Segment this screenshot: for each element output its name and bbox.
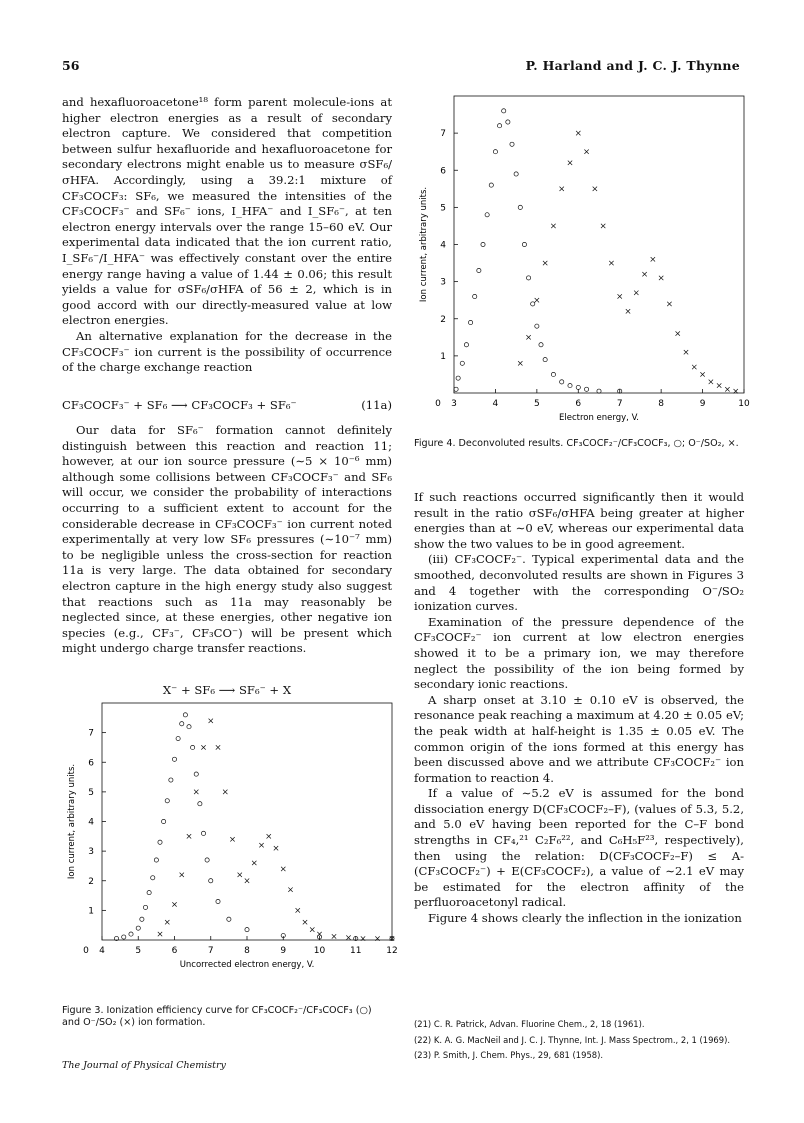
data-point-circle <box>162 819 166 823</box>
data-point-circle <box>245 928 249 932</box>
data-point-cross <box>725 387 729 391</box>
data-point-cross <box>230 837 234 841</box>
y-tick-label: 4 <box>440 240 446 251</box>
right-column-text <box>414 490 744 927</box>
data-point-cross <box>187 834 191 838</box>
paragraph: If such reactions occurred significantly then it would result in the ratio σSF₆/σHFA being greater at higher energies than at ∼0 eV, whereas our experimental data show the two values to be in good agreement. <box>414 490 744 551</box>
reference-item: (23) P. Smith, J. Chem. Phys., 29, 681 (1958). <box>414 1050 604 1061</box>
origin-label: 0 <box>435 399 441 409</box>
data-point-circle <box>227 917 231 921</box>
data-point-cross <box>576 131 580 135</box>
data-point-circle <box>187 725 191 729</box>
plot-frame <box>102 703 392 940</box>
y-tick-label: 7 <box>88 728 94 739</box>
data-point-circle <box>205 858 209 862</box>
y-axis-label: Ion current, arbitrary units. <box>419 186 429 303</box>
data-point-circle <box>526 276 530 280</box>
data-point-circle <box>518 205 522 209</box>
data-point-circle <box>506 120 510 124</box>
paragraph: Our data for SF₆⁻ formation cannot definitely distinguish between this reaction and reaction 11; however, at our ion source pressure (∼5 × 10⁻⁶ mm) although some collisions between CF₃COCF₃⁻ and SF₆ will occur, we consider the probability of interactions occurring to a sufficient extent to account for the considerable decrease in CF₃COCF₃⁻ ion current noted experimentally at very low SF₆ pressures (∼10⁻⁷ mm) to be negligible unless the cross-section for reaction 11a is very large. The data obtained for secondary electron capture in the high energy study also suggest that reactions such as 11a may reasonably be neglected since, at these energies, other negative ion species (e.g., CF₃⁻, CF₃CO⁻) will be present which might undergo charge transfer reactions. <box>62 423 392 656</box>
data-point-cross <box>709 380 713 384</box>
data-point-cross <box>634 291 638 295</box>
data-point-cross <box>626 309 630 313</box>
x-tick-label: 10 <box>313 946 326 956</box>
data-point-cross <box>717 383 721 387</box>
data-point-circle <box>154 858 158 862</box>
data-point-cross <box>543 261 547 265</box>
origin-label: 0 <box>83 946 89 956</box>
data-point-circle <box>176 736 180 740</box>
data-point-circle <box>468 320 472 324</box>
y-tick-label: 6 <box>440 166 446 177</box>
data-point-cross <box>642 272 646 276</box>
data-point-cross <box>560 187 564 191</box>
data-point-circle <box>481 242 485 246</box>
data-point-cross <box>252 861 256 865</box>
data-point-circle <box>209 879 213 883</box>
data-point-circle <box>143 905 147 909</box>
y-tick-label: 2 <box>440 314 446 325</box>
data-point-circle <box>568 383 572 387</box>
data-point-cross <box>518 361 522 365</box>
data-point-cross <box>194 790 198 794</box>
left-column-text-2 <box>62 423 392 657</box>
data-point-circle <box>180 722 184 726</box>
equation-11a <box>62 398 392 412</box>
data-point-circle <box>194 772 198 776</box>
x-tick-label: 9 <box>280 946 287 956</box>
data-point-cross <box>267 834 271 838</box>
data-point-circle <box>531 302 535 306</box>
data-point-cross <box>274 846 278 850</box>
paragraph: An alternative explanation for the decrease in the CF₃COCF₃⁻ ion current is the possibility of occurrence of the charge exchange reaction <box>62 328 392 375</box>
data-point-circle <box>535 324 539 328</box>
data-point-cross <box>317 932 321 936</box>
y-tick-label: 7 <box>440 129 446 140</box>
data-point-circle <box>485 213 489 217</box>
data-point-cross <box>609 261 613 265</box>
figure-4-caption: Figure 4. Deconvoluted results. CF₃COCF₂⁻/CF₃COCF₃, ○; O⁻/SO₂, ×. <box>414 438 739 449</box>
data-point-cross <box>296 908 300 912</box>
data-point-cross <box>332 934 336 938</box>
data-point-cross <box>667 302 671 306</box>
data-point-cross <box>584 149 588 153</box>
running-title: P. Harland and J. C. J. Thynne <box>525 58 740 73</box>
references <box>414 1018 744 1065</box>
data-point-circle <box>576 385 580 389</box>
data-point-cross <box>288 887 292 891</box>
data-point-circle <box>539 343 543 347</box>
y-tick-label: 5 <box>440 203 446 214</box>
data-point-circle <box>489 183 493 187</box>
data-point-circle <box>136 926 140 930</box>
x-tick-label: 11 <box>350 946 362 956</box>
equation-number: (11a) <box>361 398 392 412</box>
equation-text: CF₃COCF₃⁻ + SF₆ ⟶ CF₃COCF₃ + SF₆⁻ <box>62 398 297 412</box>
y-tick-label: 2 <box>88 876 94 887</box>
data-point-circle <box>201 831 205 835</box>
data-point-cross <box>216 745 220 749</box>
data-point-circle <box>497 124 501 128</box>
data-point-circle <box>460 361 464 365</box>
data-point-cross <box>201 745 205 749</box>
data-point-cross <box>551 224 555 228</box>
x-tick-label: 8 <box>244 946 250 956</box>
x-tick-label: 5 <box>135 946 142 956</box>
paragraph: A sharp onset at 3.10 ± 0.10 eV is observed, the resonance peak reaching a maximum at 4.20 ± 0.05 eV; the peak width at half-height is 1.35 ± 0.05 eV. The common origin of the ions formed at this energy has been discussed above and we attribute CF₃COCF₂⁻ ion formation to reaction 4. <box>414 692 744 785</box>
x-tick-label: 10 <box>738 399 750 409</box>
y-tick-label: 3 <box>88 847 94 858</box>
data-point-circle <box>169 778 173 782</box>
data-point-circle <box>151 876 155 880</box>
data-point-circle <box>473 294 477 298</box>
data-point-circle <box>140 917 144 921</box>
y-tick-label: 1 <box>440 351 446 362</box>
figure-4-chart <box>410 88 750 428</box>
data-point-circle <box>584 387 588 391</box>
y-axis-label: Ion current, arbitrary units. <box>67 763 77 880</box>
x-tick-label: 7 <box>616 399 623 409</box>
data-point-cross <box>535 298 539 302</box>
data-point-cross <box>676 331 680 335</box>
data-point-cross <box>593 187 597 191</box>
data-point-cross <box>259 843 263 847</box>
x-tick-label: 6 <box>171 946 178 956</box>
reference-item: (22) K. A. G. MacNeil and J. C. J. Thynne, Int. J. Mass Spectrom., 2, 1 (1969). <box>414 1034 731 1045</box>
data-point-cross <box>346 935 350 939</box>
data-point-cross <box>618 294 622 298</box>
x-tick-label: 5 <box>533 399 540 409</box>
journal-footer: The Journal of Physical Chemistry <box>62 1060 226 1071</box>
data-point-circle <box>551 372 555 376</box>
x-axis-label: Electron energy, V. <box>558 413 640 423</box>
paragraph: (iii) CF₃COCF₂⁻. Typical experimental data and the smoothed, deconvoluted results are shown in Figures 3 and 4 together with the corresponding O⁻/SO₂ ionization curves. <box>414 552 744 614</box>
data-point-cross <box>700 372 704 376</box>
data-point-cross <box>238 873 242 877</box>
data-point-circle <box>198 802 202 806</box>
data-point-cross <box>303 920 307 924</box>
data-point-cross <box>659 276 663 280</box>
data-point-circle <box>122 935 126 939</box>
data-point-cross <box>180 873 184 877</box>
data-point-circle <box>129 932 133 936</box>
x-tick-label: 7 <box>207 946 214 956</box>
data-point-cross <box>209 719 213 723</box>
y-tick-label: 3 <box>440 277 446 288</box>
reference-item: (21) C. R. Patrick, Advan. Fluorine Chem., 2, 18 (1961). <box>414 1019 645 1029</box>
x-tick-label: 8 <box>658 399 665 409</box>
data-point-circle <box>493 150 497 154</box>
data-point-cross <box>526 335 530 339</box>
x-tick-label: 3 <box>451 399 457 409</box>
data-point-circle <box>191 745 195 749</box>
data-point-cross <box>223 790 227 794</box>
data-point-cross <box>245 879 249 883</box>
data-point-cross <box>601 224 605 228</box>
paragraph: Figure 4 shows clearly the inflection in the ionization <box>428 911 742 926</box>
data-point-cross <box>651 257 655 261</box>
data-point-circle <box>477 268 481 272</box>
data-point-circle <box>165 799 169 803</box>
paragraph: If a value of ∼5.2 eV is assumed for the bond dissociation energy D(CF₃COCF₂–F), (values of 5.3, 5.2, and 5.0 eV having been reported for the C–F bond strengths in CF₄,²¹ C₂F₆²², and C₆H₅F²³, respectively), then using the relation: D(CF₃COCF₂–F) ≤ A-(CF₃COCF₂⁻) + E(CF₃COCF₂), a value of ∼2.1 eV may be estimated for the electron affinity of the perfluoroacetonyl radical. <box>414 786 744 910</box>
data-point-circle <box>456 376 460 380</box>
figure-3-chart <box>58 695 398 970</box>
data-point-cross <box>281 867 285 871</box>
data-point-circle <box>522 242 526 246</box>
data-point-cross <box>165 920 169 924</box>
data-point-cross <box>692 365 696 369</box>
data-point-cross <box>684 350 688 354</box>
plot-frame <box>454 96 744 393</box>
x-axis-label: Uncorrected electron energy, V. <box>179 960 315 970</box>
x-tick-label: 12 <box>386 946 398 956</box>
figure-3-caption: Figure 3. Ionization efficiency curve for CF₃COCF₂⁻/CF₃COCF₃ (○) and O⁻/SO₂ (×) ion formation. <box>62 1005 372 1028</box>
data-point-circle <box>543 357 547 361</box>
data-point-circle <box>514 172 518 176</box>
x-tick-label: 9 <box>699 399 706 409</box>
data-point-circle <box>183 713 187 717</box>
x-tick-label: 6 <box>575 399 582 409</box>
paragraph: and hexafluoroacetone¹⁸ form parent molecule-ions at higher electron energies as a result of secondary electron capture. We considered that competition between sulfur hexafluoride and hexafluoroacetone for secondary electrons might enable us to measure σSF₆/σHFA. Accordingly, using a 39.2:1 mixture of CF₃COCF₃: SF₆, we measured the intensities of the CF₃COCF₃⁻ and SF₆⁻ ions, I_HFA⁻ and I_SF₆⁻, at ten electron energy intervals over the range 15–60 eV. Our experimental data indicated that the ion current ratio, I_SF₆⁻/I_HFA⁻ was effectively constant over the entire energy range having a value of 1.44 ± 0.06; this result yields a value for σSF₆/σHFA of 56 ± 2, which is in good accord with our directly-measured value at low electron energies. <box>62 95 392 328</box>
y-tick-label: 4 <box>88 817 94 828</box>
data-point-cross <box>310 927 314 931</box>
paragraph: Examination of the pressure dependence of the CF₃COCF₂⁻ ion current at low electron energies showed it to be a primary ion, we may therefore neglect the possibility of the ion being formed by secondary ionic reactions. <box>414 614 744 692</box>
y-tick-label: 1 <box>88 906 94 917</box>
data-point-circle <box>560 380 564 384</box>
data-point-cross <box>568 161 572 165</box>
y-tick-label: 6 <box>88 758 94 769</box>
y-tick-label: 5 <box>88 787 94 798</box>
data-point-circle <box>172 757 176 761</box>
data-point-circle <box>510 142 514 146</box>
data-point-cross <box>172 902 176 906</box>
data-point-circle <box>216 899 220 903</box>
data-point-cross <box>158 932 162 936</box>
equation-transfer: X⁻ + SF₆ ⟶ SF₆⁻ + X <box>162 683 292 697</box>
data-point-circle <box>464 343 468 347</box>
x-tick-label: 4 <box>99 946 105 956</box>
data-point-circle <box>158 840 162 844</box>
data-point-circle <box>147 891 151 895</box>
left-column-text <box>62 95 392 376</box>
page-number: 56 <box>62 58 80 73</box>
data-point-circle <box>502 109 506 113</box>
data-point-circle <box>454 387 458 391</box>
x-tick-label: 4 <box>492 399 499 409</box>
